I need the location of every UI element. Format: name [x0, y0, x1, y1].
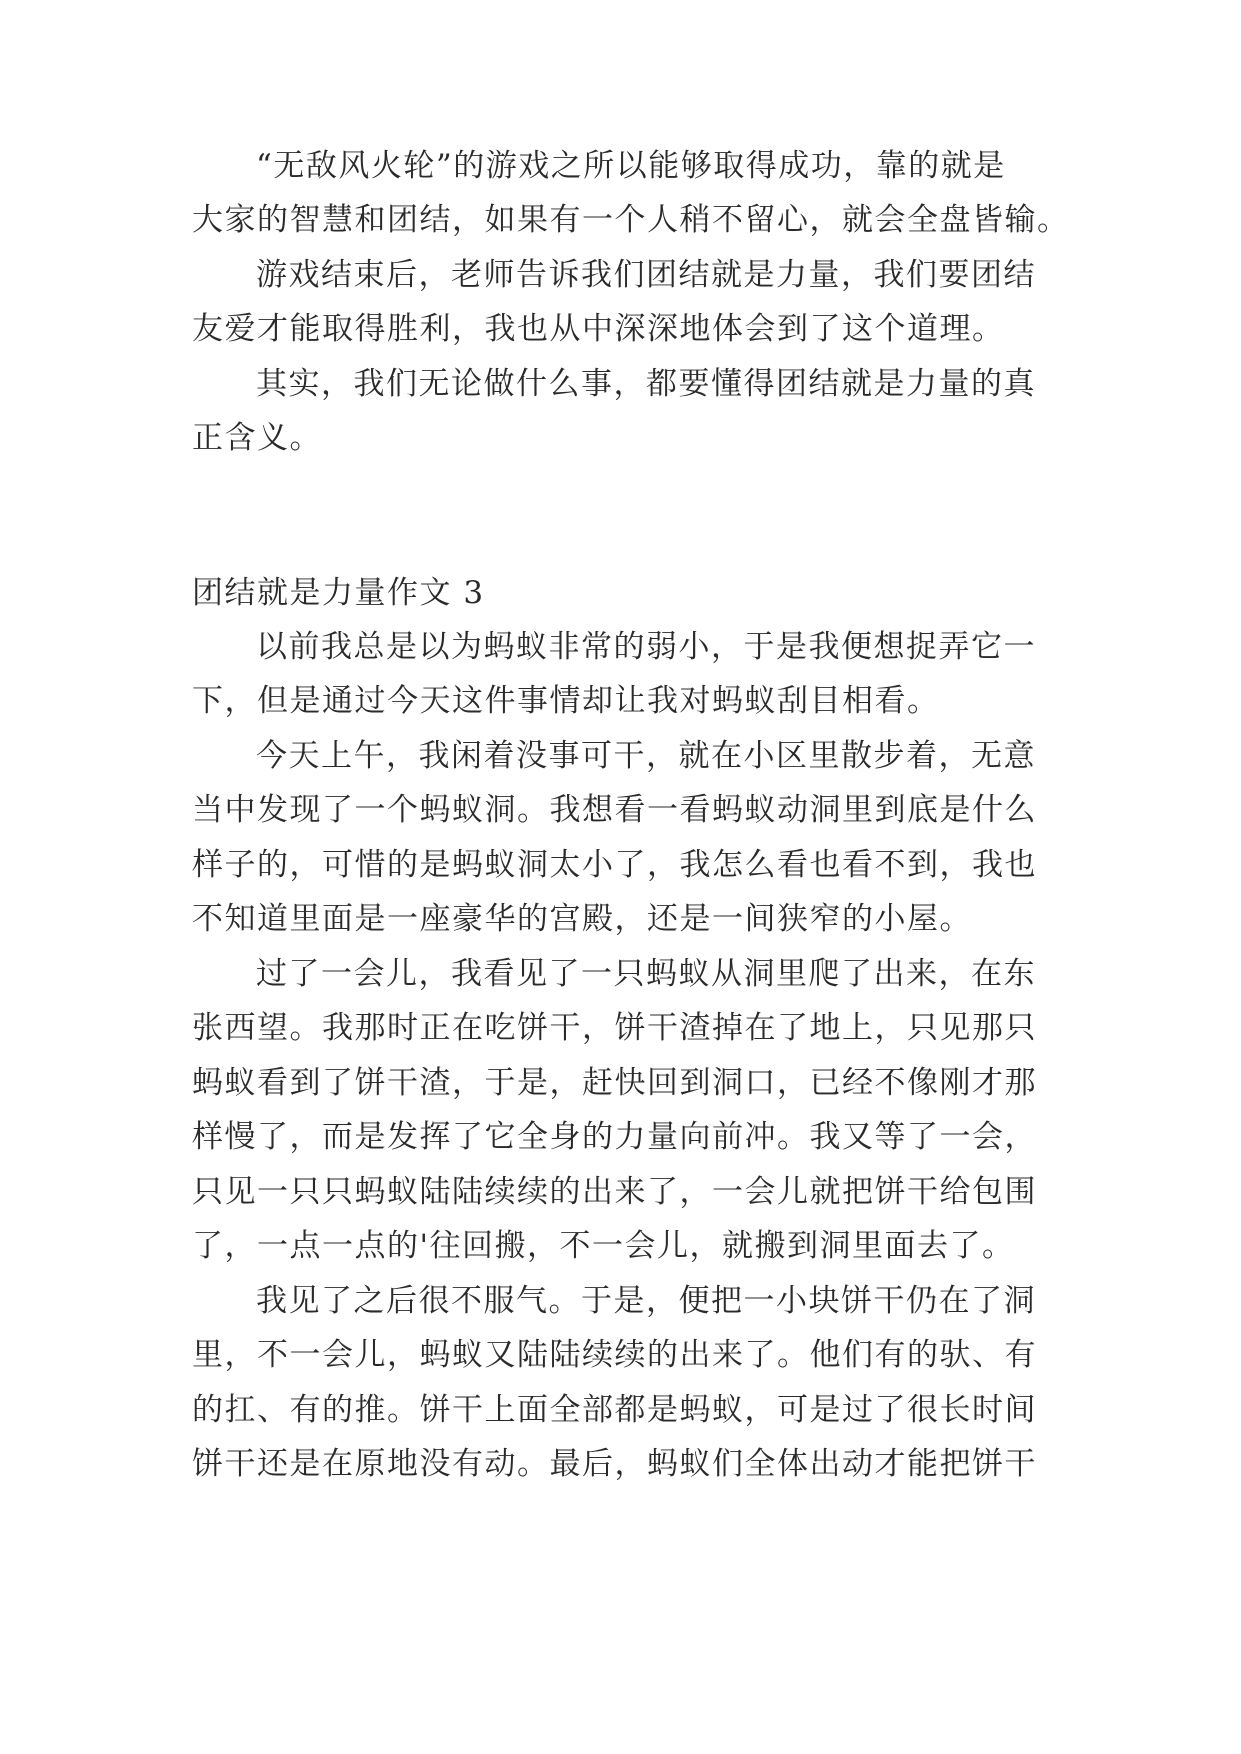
paragraph-line: 了，一点一点的'往回搬，不一会儿，就搬到洞里面去了。 — [192, 1228, 1015, 1264]
paragraph-line: 以前我总是以为蚂蚁非常的弱小，于是我便想捉弄它一 — [256, 629, 1036, 665]
paragraph-line: 我见了之后很不服气。于是，便把一小块饼干仍在了洞 — [256, 1283, 1036, 1319]
paragraph-line: 样子的，可惜的是蚂蚁洞太小了，我怎么看也看不到，我也 — [192, 847, 1037, 883]
paragraph-line: 游戏结束后，老师告诉我们团结就是力量，我们要团结 — [256, 257, 1036, 293]
paragraph-line: 其实，我们无论做什么事，都要懂得团结就是力量的真 — [256, 366, 1036, 402]
section-heading: 团结就是力量作文 3 — [192, 575, 485, 611]
paragraph-line: 的扛、有的推。饼干上面全部都是蚂蚁，可是过了很长时间 — [192, 1392, 1037, 1428]
paragraph-line: 过了一会儿，我看见了一只蚂蚁从洞里爬了出来，在东 — [256, 956, 1036, 992]
paragraph-line: 当中发现了一个蚂蚁洞。我想看一看蚂蚁动洞里到底是什么 — [192, 792, 1037, 828]
paragraph-line: 蚂蚁看到了饼干渣，于是，赶快回到洞口，已经不像刚才那 — [192, 1065, 1037, 1101]
paragraph-line: “无敌风火轮”的游戏之所以能够取得成功，靠的就是 — [256, 148, 1006, 184]
paragraph-line: 张西望。我那时正在吃饼干，饼干渣掉在了地上，只见那只 — [192, 1010, 1037, 1046]
paragraph-line: 大家的智慧和团结，如果有一个人稍不留心，就会全盘皆输。 — [192, 202, 1070, 238]
paragraph-line: 里，不一会儿，蚂蚁又陆陆续续的出来了。他们有的驮、有 — [192, 1337, 1037, 1373]
paragraph-line: 正含义。 — [192, 420, 322, 456]
paragraph-line: 今天上午，我闲着没事可干，就在小区里散步着，无意 — [256, 738, 1036, 774]
paragraph-line: 饼干还是在原地没有动。最后，蚂蚁们全体出动才能把饼干 — [192, 1446, 1037, 1482]
paragraph-line: 只见一只只蚂蚁陆陆续续的出来了，一会儿就把饼干给包围 — [192, 1174, 1037, 1210]
paragraph-line: 不知道里面是一座豪华的宫殿，还是一间狭窄的小屋。 — [192, 901, 972, 937]
paragraph-line: 样慢了，而是发挥了它全身的力量向前冲。我又等了一会， — [192, 1119, 1037, 1155]
paragraph-line: 下，但是通过今天这件事情却让我对蚂蚁刮目相看。 — [192, 683, 940, 719]
paragraph-line: 友爱才能取得胜利，我也从中深深地体会到了这个道理。 — [192, 311, 1005, 347]
